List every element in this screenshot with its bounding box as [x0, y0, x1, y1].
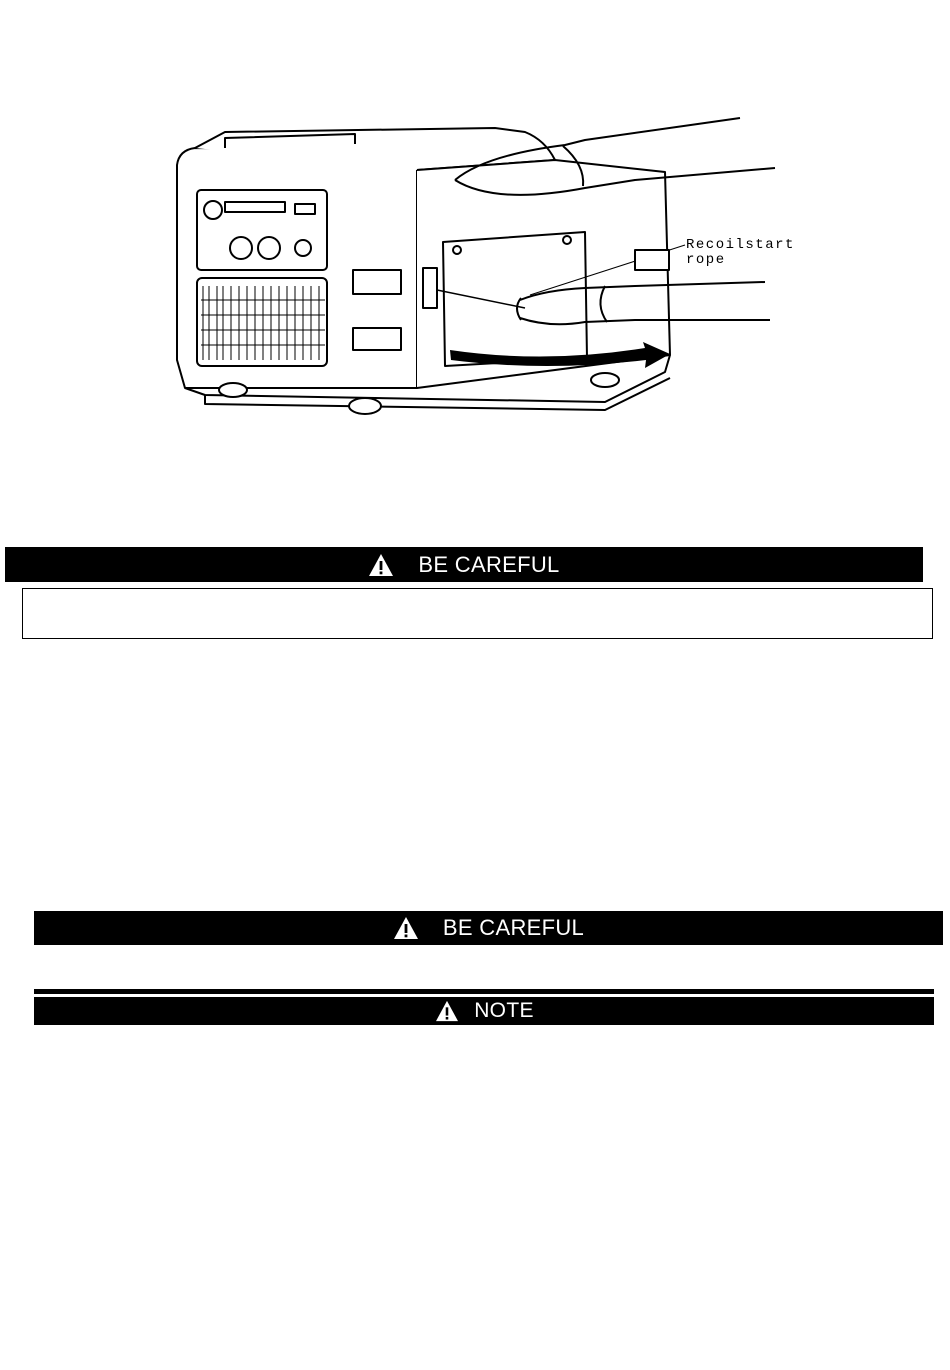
note-banner: [34, 997, 934, 1025]
callout-line-2: rope: [686, 252, 726, 268]
generator-illustration: [165, 110, 825, 430]
recoil-start-rope-callout: [686, 238, 795, 268]
warning-triangle-icon: [368, 553, 394, 577]
note-top-rule: [34, 989, 934, 994]
be-careful-banner-1: [5, 547, 923, 582]
warning-triangle-icon: [434, 1000, 460, 1022]
be-careful-content-box: [22, 588, 933, 639]
banner-label: NOTE: [474, 999, 534, 1022]
callout-line-1: Recoilstart: [686, 237, 795, 253]
banner-label: BE CAREFUL: [442, 915, 585, 940]
banner-label: BE CAREFUL: [418, 551, 560, 577]
be-careful-banner-2: [34, 911, 943, 945]
warning-triangle-icon: [393, 916, 419, 940]
